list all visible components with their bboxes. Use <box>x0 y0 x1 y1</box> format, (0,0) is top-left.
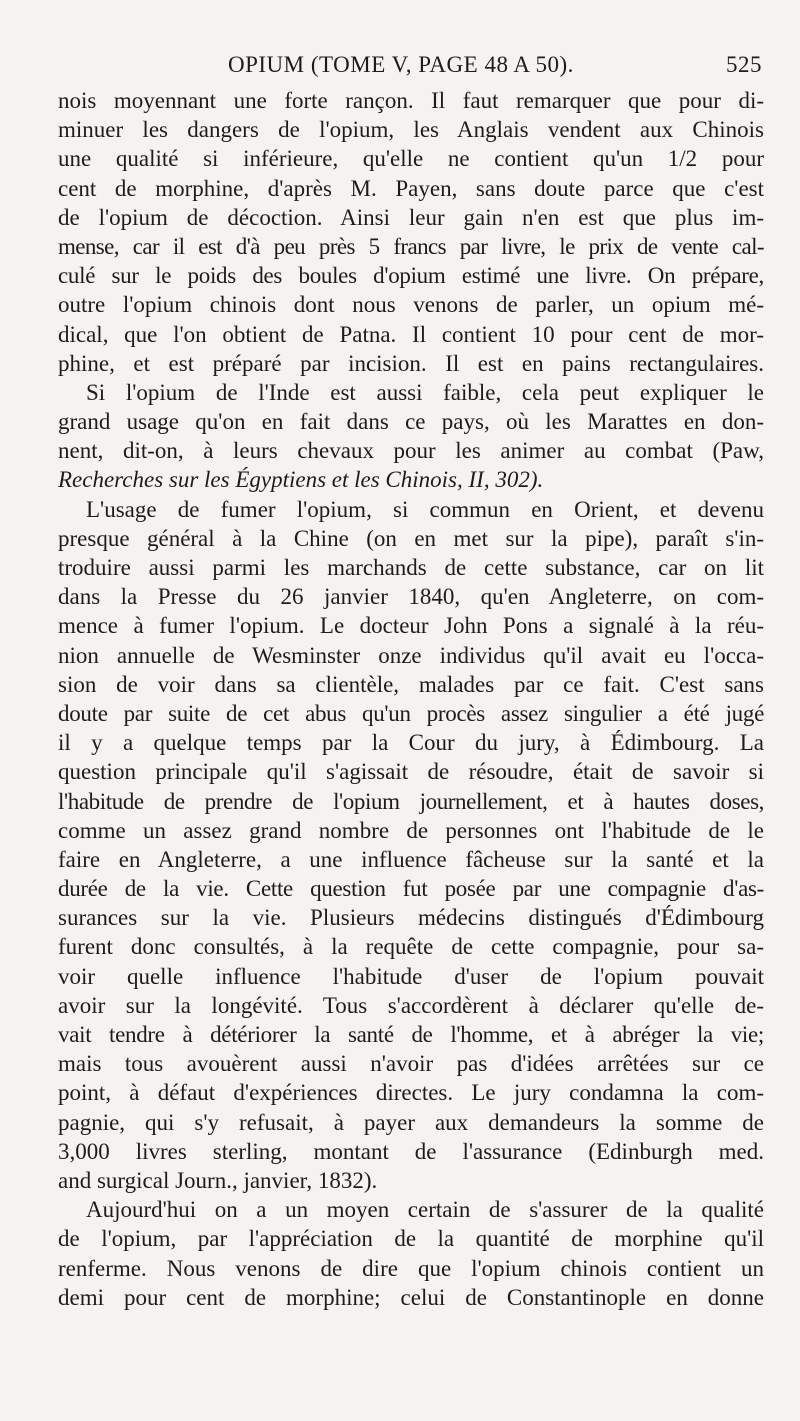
text-line: sion de voir dans sa clientèle, malades par ce fait. C'est sans <box>58 671 764 697</box>
paragraph-1 <box>58 86 764 378</box>
text-line: dical, que l'on obtient de Patna. Il contient 10 pour cent de mor- <box>58 321 764 347</box>
text-line: de l'opium, par l'appréciation de la quantité de morphine qu'il <box>58 1226 764 1252</box>
running-head-title: OPIUM (TOME V, PAGE 48 A 50). <box>228 52 574 77</box>
text-line: pagnie, qui s'y refusait, à payer aux demandeurs la somme de <box>58 1109 764 1135</box>
text-line: dans la Presse du 26 janvier 1840, qu'en Angleterre, on com- <box>58 584 764 610</box>
text-line: faire en Angleterre, a une influence fâcheuse sur la santé et la <box>58 846 764 872</box>
text-line: vait tendre à détériorer la santé de l'homme, et à abréger la vie; <box>58 1022 764 1047</box>
text-line: durée de la vie. Cette question fut posée par une compagnie d'as- <box>58 876 764 902</box>
text-line: culé sur le poids des boules d'opium estimé une livre. On prépare, <box>58 263 764 289</box>
text-line: surances sur la vie. Plusieurs médecins distingués d'Édimbourg <box>58 905 764 931</box>
text-line: nois moyennant une forte rançon. Il faut remarquer que pour di- <box>58 88 764 113</box>
text-line: grand usage qu'on en fait dans ce pays, où les Marattes en don- <box>58 409 764 435</box>
text-line: and surgical Journ., janvier, 1832). <box>58 1167 378 1193</box>
paragraph-2 <box>58 378 764 495</box>
running-head <box>58 52 762 82</box>
text-line: minuer les dangers de l'opium, les Anglais vendent aux Chinois <box>58 117 764 143</box>
body-text <box>58 86 764 1312</box>
text-line: cent de morphine, d'après M. Payen, sans doute parce que c'est <box>58 175 764 201</box>
page-number: 525 <box>726 52 762 77</box>
text-line: comme un assez grand nombre de personnes ont l'habitude de le <box>58 817 764 843</box>
text-line: phine, et est préparé par incision. Il est en pains rectangulaires. <box>58 350 764 376</box>
text-line: Recherches sur les Égyptiens et les Chinois, II, 302). <box>58 467 544 493</box>
text-line: furent donc consultés, à la requête de cette compagnie, pour sa- <box>58 934 764 960</box>
text-line: nion annuelle de Wesminster onze individus qu'il avait eu l'occa- <box>58 642 764 668</box>
text-line: mais tous avouèrent aussi n'avoir pas d'idées arrêtées sur ce <box>58 1051 764 1077</box>
text-line: doute par suite de cet abus qu'un procès assez singulier a été jugé <box>58 700 764 726</box>
text-line: 3,000 livres sterling, montant de l'assurance (Edinburgh med. <box>58 1138 764 1164</box>
text-line: Si l'opium de l'Inde est aussi faible, cela peut expliquer le <box>86 379 764 405</box>
text-line: de l'opium de décoction. Ainsi leur gain n'en est que plus im- <box>58 204 764 230</box>
text-line: Aujourd'hui on a un moyen certain de s'assurer de la qualité <box>86 1197 764 1223</box>
text-line: avoir sur la longévité. Tous s'accordèrent à déclarer qu'elle de- <box>58 992 764 1018</box>
text-line: troduire aussi parmi les marchands de cette substance, car on lit <box>58 555 764 580</box>
text-line: mense, car il est d'à peu près 5 francs par livre, le prix de vente cal- <box>58 233 764 259</box>
text-line: mence à fumer l'opium. Le docteur John Pons a signalé à la réu- <box>58 613 764 639</box>
text-line: question principale qu'il s'agissait de résoudre, était de savoir si <box>58 759 764 785</box>
text-line: il y a quelque temps par la Cour du jury, à Édimbourg. La <box>58 730 764 756</box>
text-line: renferme. Nous venons de dire que l'opium chinois contient un <box>58 1255 764 1281</box>
text-line: presque général à la Chine (on en met sur la pipe), paraît s'in- <box>58 525 764 551</box>
text-line: outre l'opium chinois dont nous venons de parler, un opium mé- <box>58 292 764 318</box>
paragraph-4 <box>58 1195 764 1312</box>
text-line: demi pour cent de morphine; celui de Constantinople en donne <box>58 1284 764 1310</box>
text-line: L'usage de fumer l'opium, si commun en Orient, et devenu <box>86 496 764 522</box>
text-line: voir quelle influence l'habitude d'user de l'opium pouvait <box>58 963 764 989</box>
text-line: l'habitude de prendre de l'opium journellement, et à hautes doses, <box>58 788 764 814</box>
text-line: nent, dit-on, à leurs chevaux pour les animer au combat (Paw, <box>58 438 764 464</box>
text-line: point, à défaut d'expériences directes. Le jury condamna la com- <box>58 1080 764 1106</box>
text-line: une qualité si inférieure, qu'elle ne contient qu'un 1/2 pour <box>58 146 764 172</box>
paragraph-3 <box>58 495 764 1196</box>
